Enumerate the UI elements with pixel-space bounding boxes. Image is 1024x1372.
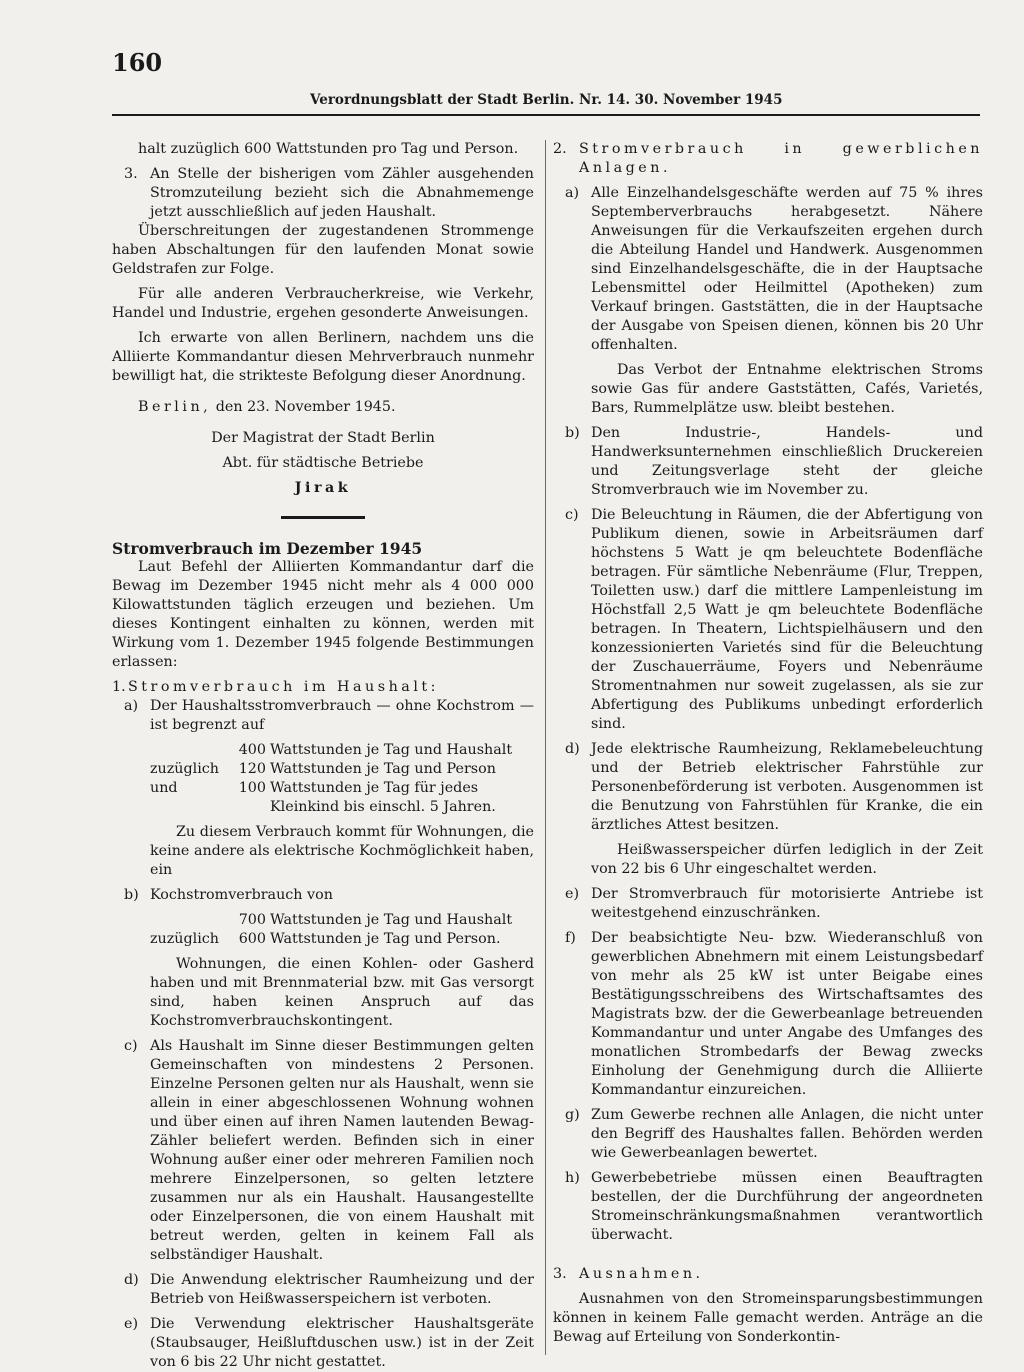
section-separator: [281, 516, 365, 519]
allowance-text: Wattstunden je Tag und Haushalt: [270, 912, 513, 928]
paragraph: Überschreitungen der zugestandenen Strommenge haben Abschaltungen für den laufenden Monat sowie Geldstrafen zur Folge.: [112, 223, 534, 277]
signature-name: Jirak: [294, 480, 352, 496]
item-label: f): [565, 930, 576, 946]
item-label: h): [565, 1170, 580, 1186]
allowance-text: Wattstunden je Tag und Haushalt: [270, 742, 513, 758]
item-text: Zum Gewerbe rechnen alle Anlagen, die nicht unter den Begriff des Haushaltes fallen. Behörden werden wie Gewerbeanlagen bewertet.: [591, 1107, 983, 1161]
item-label: e): [124, 1316, 139, 1332]
list-item: [553, 740, 983, 835]
item-label: 3.: [124, 166, 138, 182]
numbered-item: [112, 165, 534, 222]
header-rule: [112, 114, 980, 116]
running-head: Verordnungsblatt der Stadt Berlin. Nr. 14. 30. November 1945: [310, 92, 783, 108]
item-label: a): [565, 185, 580, 201]
paragraph: Ausnahmen von den Stromeinsparungsbestimmungen können in keinem Falle gemacht werden. Anträge an die Bewag auf Erteilung von Sonderkontin-: [553, 1291, 983, 1345]
column-divider: [545, 140, 546, 1355]
allowance-table: [112, 741, 534, 817]
item-label: b): [124, 887, 139, 903]
list-item: [553, 424, 983, 500]
paragraph: Für alle anderen Verbraucherkreise, wie Verkehr, Handel und Industrie, ergehen gesonderte Anweisungen.: [112, 286, 534, 321]
allowance-row: [150, 760, 534, 779]
allowance-value: 600: [238, 931, 266, 947]
dateline-place: Berlin,: [138, 399, 212, 415]
section-number: 3.: [553, 1266, 567, 1282]
section-title: Stromverbrauch im Haushalt:: [128, 679, 439, 695]
paragraph: Wohnungen, die einen Kohlen- oder Gasherd haben und mit Brennmaterial bzw. mit Gas versorgt sind, haben keinen Anspruch auf das Kochstromverbrauchskontingent.: [150, 956, 534, 1029]
article-title: Stromverbrauch im Dezember 1945: [112, 539, 423, 558]
allowance-text: Wattstunden je Tag und Person: [270, 761, 496, 777]
dateline: [112, 398, 534, 417]
list-item: [112, 1271, 534, 1309]
list-item: [553, 929, 983, 1100]
item-label: b): [565, 425, 580, 441]
allowance-row: [150, 930, 534, 949]
list-item: [112, 886, 534, 905]
item-text: Kochstromverbrauch von: [150, 887, 333, 903]
list-item: [112, 697, 534, 735]
item-text: Die Anwendung elektrischer Raumheizung und der Betrieb von Heißwasserspeichern ist verboten.: [150, 1272, 534, 1307]
item-label: e): [565, 886, 580, 902]
allowance-text: Wattstunden je Tag für jedes Kleinkind bis einschl. 5 Jahren.: [270, 780, 496, 815]
item-text: Der Stromverbrauch für motorisierte Antriebe ist weitestgehend einzuschränken.: [591, 886, 983, 921]
item-label: c): [124, 1038, 138, 1054]
list-item: [553, 506, 983, 734]
item-text: Jede elektrische Raumheizung, Reklamebeleuchtung und der Betrieb elektrischer Fahrstühle zur Personenbeförderung ist verboten. Ausgenommen ist die Benutzung von Fahrstühlen für Kranke, die ein ärztliches Attest besitzen.: [591, 741, 983, 833]
section-number: 1.: [112, 679, 126, 695]
item-text: Die Verwendung elektrischer Haushaltsgeräte (Staubsauger, Heißluftduschen usw.) ist in der Zeit von 6 bis 22 Uhr nicht gestattet.: [150, 1316, 534, 1370]
item-text: Der Haushaltsstromverbrauch — ohne Kochstrom — ist begrenzt auf: [150, 698, 534, 733]
list-item: [553, 885, 983, 923]
allowance-row: [150, 911, 534, 930]
item-label: c): [565, 507, 579, 523]
allowance-value: 120: [238, 761, 266, 777]
dateline-date: den 23. November 1945.: [215, 399, 396, 415]
section-title: Stromverbrauch in gewerblichen Anlagen.: [579, 141, 983, 176]
right-column: [553, 140, 983, 1347]
paragraph: Ich erwarte von allen Berlinern, nachdem uns die Alliierte Kommandantur diesen Mehrverbrauch nunmehr bewilligt hat, die strikteste Befolgung dieser Anordnung.: [112, 330, 534, 384]
list-item: [553, 1106, 983, 1163]
item-text: Alle Einzelhandelsgeschäfte werden auf 75 % ihres Septemberverbrauchs herabgesetzt. Nähere Anweisungen für die Verkaufszeiten ergehen durch die Abteilung Handel und Handwerk. Ausgenommen sind Einzelhandelsgeschäfte, die in der Hauptsache Lebensmittel oder Heilmittel (Apotheken) zum Verkauf bringen. Gaststätten, die in der Hauptsache der Ausgabe von Speisen dienen, können bis 20 Uhr offenhalten.: [591, 185, 983, 353]
allowance-key: und: [150, 780, 178, 796]
paragraph: Das Verbot der Entnahme elektrischen Stroms sowie Gas für andere Gaststätten, Cafés, Varietés, Bars, Rummelplätze usw. bleibt bestehen.: [591, 362, 983, 416]
section-heading: [553, 140, 983, 178]
item-label: d): [565, 741, 580, 757]
list-item: [553, 184, 983, 355]
allowance-key: zuzüglich: [150, 931, 219, 947]
allowance-key: zuzüglich: [150, 761, 219, 777]
allowance-value: 700: [238, 912, 266, 928]
paragraph: Zu diesem Verbrauch kommt für Wohnungen, die keine andere als elektrische Kochmöglichkeit haben, ein: [150, 824, 534, 878]
item-text: Gewerbebetriebe müssen einen Beauftragten bestellen, der die Durchführung der angeordneten Stromeinschränkungsmaßnahmen verantwortlich überwacht.: [591, 1170, 983, 1243]
list-item: [553, 1169, 983, 1245]
signature-department: Abt. für städtische Betriebe: [222, 455, 424, 471]
list-item: [112, 1037, 534, 1265]
allowance-text: Wattstunden je Tag und Person.: [270, 931, 501, 947]
item-label: a): [124, 698, 139, 714]
item-text: Der beabsichtigte Neu- bzw. Wiederanschluß von gewerblichen Abnehmern mit einem Leistungsbedarf von mehr als 25 kW ist unter Beigabe eines Bestätigungsschreibens des Wirtschaftsamtes des Magistrats bzw. der die Gewerbeanlage betreuenden Kommandantur und unter Angabe des Umfanges des monatlichen Strombedarfs der Bewag zwecks Einholung der Genehmigung durch die Alliierte Kommandantur einzureichen.: [591, 930, 983, 1098]
allowance-value: 400: [238, 742, 266, 758]
item-text: An Stelle der bisherigen vom Zähler ausgehenden Stromzuteilung bezieht sich die Abnahmemenge jetzt ausschließlich auf jeden Haushalt.: [150, 166, 534, 220]
allowance-value: 100: [238, 780, 266, 796]
item-label: g): [565, 1107, 580, 1123]
paragraph: Heißwasserspeicher dürfen lediglich in der Zeit von 22 bis 6 Uhr eingeschaltet werden.: [591, 842, 983, 877]
article-intro: Laut Befehl der Alliierten Kommandantur darf die Bewag im Dezember 1945 nicht mehr als 4 000 000 Kilowattstunden täglich erzeugen und beziehen. Um dieses Kontingent einhalten zu können, werden mit Wirkung vom 1. Dezember 1945 folgende Bestimmungen erlassen:: [112, 559, 534, 670]
signature-authority: Der Magistrat der Stadt Berlin: [211, 430, 435, 446]
list-item: [112, 1315, 534, 1372]
item-text: Als Haushalt im Sinne dieser Bestimmungen gelten Gemeinschaften von mindestens 2 Personen. Einzelne Personen gelten nur als Haushalt, wenn sie allein in einer abgeschlossenen Wohnung wohnen und über einen auf ihren Namen lautenden Bewag-Zähler beliefert werden. Befinden sich in einer Wohnung außer einer oder mehreren Familien noch mehrere Einzelpersonen, so gelten letztere zusammen nur als ein Haushalt. Hausangestellte oder Einzelpersonen, die von einem Haushalt mit betreut werden, gelten in keinem Fall als selbständiger Haushalt.: [150, 1038, 534, 1263]
page-number: 160: [112, 48, 163, 77]
allowance-row: [150, 741, 534, 760]
allowance-table: [112, 911, 534, 949]
section-number: 2.: [553, 141, 567, 157]
section-title: Ausnahmen.: [579, 1266, 704, 1282]
left-column: [112, 140, 534, 1372]
item-text: Den Industrie-, Handels- und Handwerksunternehmen einschließlich Druckereien und Zeitungsverlage steht der gleiche Stromverbrauch wie im November zu.: [591, 425, 983, 498]
paragraph: halt zuzüglich 600 Wattstunden pro Tag und Person.: [138, 141, 519, 157]
allowance-row: [150, 779, 534, 817]
item-text: Die Beleuchtung in Räumen, die der Abfertigung von Publikum dienen, sowie in Arbeitsräumen darf höchstens 5 Watt je qm beleuchtete Bodenfläche betragen. Für sämtliche Nebenräume (Flur, Treppen, Toiletten usw.) darf die mittlere Lampenleistung im Höchstfall 2,5 Watt je qm beleuchtete Bodenfläche betragen. In Theatern, Lichtspielhäusern und den konzessionierten Varietés sind für die Beleuchtung der Zuschauerräume, Foyers und Nebenräume Stromentnahmen nur soweit zugelassen, als sie zur Abfertigung des Publikums unbedingt erforderlich sind.: [591, 507, 983, 732]
section-heading: [112, 678, 534, 697]
item-label: d): [124, 1272, 139, 1288]
section-heading: [553, 1265, 983, 1284]
